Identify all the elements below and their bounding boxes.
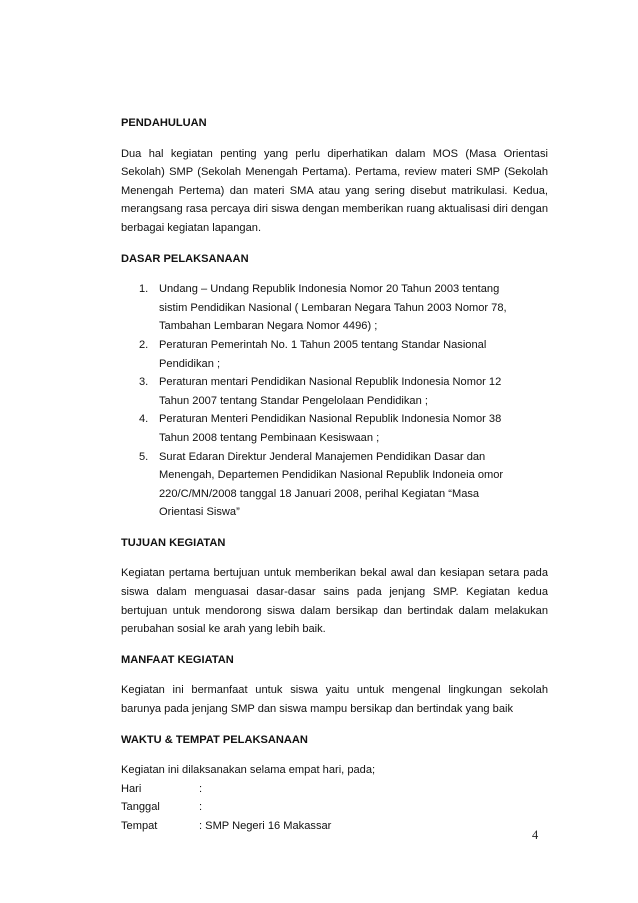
list-item: 2. Peraturan Pemerintah No. 1 Tahun 2005 tentang Standar Nasional Pendidikan ; <box>139 338 487 370</box>
list-item: 3. Peraturan mentari Pendidikan Nasional Republik Indonesia Nomor 12 Tahun 2007 tentang Standar Pengelolaan Pendidikan ; <box>139 376 502 407</box>
heading-dasar-pelaksanaan: DASAR PELAKSANAAN <box>121 252 249 265</box>
document-page <box>121 114 548 836</box>
detail-row-tanggal: Tanggal : <box>121 801 203 814</box>
paragraph-manfaat: Kegiatan ini bermanfaat untuk siswa yaitu untuk mengenal lingkungan sekolah barunya pada jenjang SMP dan siswa mampu bersikap dan bertindak yang baik <box>121 684 548 716</box>
paragraph-waktu-intro: Kegiatan ini dilaksanakan selama empat hari, pada; <box>121 764 376 777</box>
list-item: 5. Surat Edaran Direktur Jenderal Manajemen Pendidikan Dasar dan Menengah, Departemen Pendidikan Nasional Republik Indoneia omor 220/C/MN/2008 tanggal 18 Januari 2008, perihal Kegiatan “Masa Orientasi Siswa” <box>139 450 504 519</box>
list-item: 4. Peraturan Menteri Pendidikan Nasional Republik Indonesia Nomor 38 Tahun 2008 tentang Pembinaan Kesiswaan ; <box>139 413 502 444</box>
detail-row-tempat: Tempat : SMP Negeri 16 Makassar <box>121 820 332 832</box>
dasar-pelaksanaan-list <box>121 280 548 522</box>
list-item: 1. Undang – Undang Republik Indonesia Nomor 20 Tahun 2003 tentang sistim Pendidikan Nasional ( Lembaran Negara Tahun 2003 Nomor 78, Tambahan Lembaran Negara Nomor 4496) ; <box>139 283 507 333</box>
heading-pendahuluan: PENDAHULUAN <box>121 117 207 129</box>
detail-row-hari: Hari : <box>121 782 203 795</box>
paragraph-pendahuluan: Dua hal kegiatan penting yang perlu diperhatikan dalam MOS (Masa Orientasi Sekolah) SMP (Sekolah Menengah Pertama). Pertama, review materi SMP (Sekolah Menengah Pertema) dan materi SMA atau yang sering disebut matrikulasi. Kedua, merangsang rasa percaya diri siswa dengan memberikan ruang aktualisasi diri dengan berbagai kegiatan lapangan. <box>121 147 548 234</box>
heading-waktu-tempat: WAKTU & TEMPAT PELAKSANAAN <box>121 733 308 746</box>
paragraph-tujuan: Kegiatan pertama bertujuan untuk memberikan bekal awal dan kesiapan setara pada siswa dalam menguasai dasar-dasar sains pada jenjang SMP. Kegiatan kedua bertujuan untuk mendorong siswa dalam bersikap dan bertindak dalam melakukan perubahan sosial ke arah yang lebih baik. <box>121 567 548 636</box>
heading-manfaat-kegiatan: MANFAAT KEGIATAN <box>121 653 234 666</box>
heading-tujuan-kegiatan: TUJUAN KEGIATAN <box>121 536 226 549</box>
page-number: 4 <box>532 828 539 842</box>
